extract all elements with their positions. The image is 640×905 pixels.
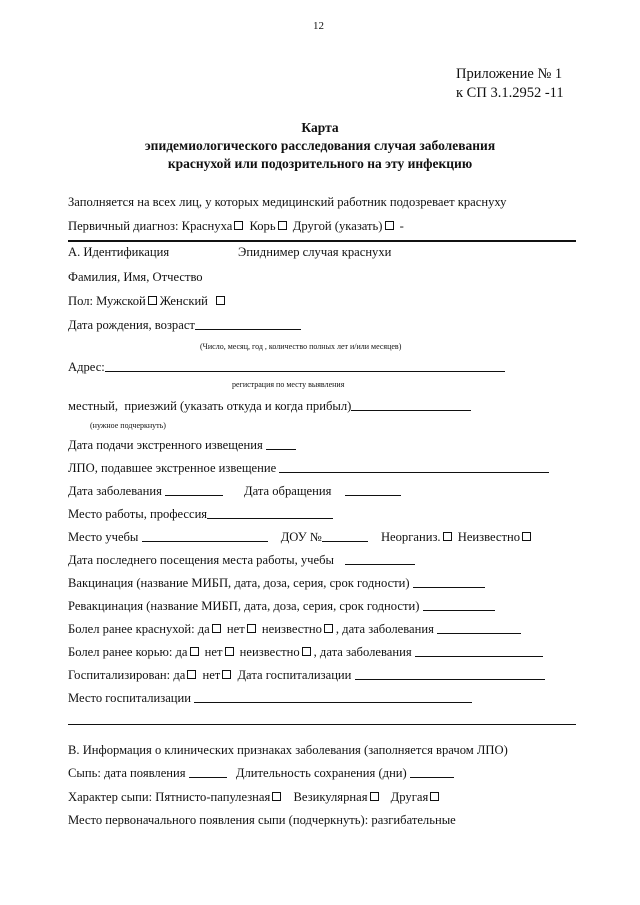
hosp-date-label: Дата госпитализации	[237, 668, 352, 682]
unknown-label: Неизвестно	[457, 530, 521, 544]
visit-date-row	[244, 484, 401, 499]
title-line-1: Карта	[301, 120, 339, 135]
sex-label: Пол:	[68, 294, 94, 308]
last-visit-label: Дата последнего посещения места работы, учебы	[68, 553, 334, 567]
birth-field[interactable]	[195, 318, 301, 330]
hosp-date-field[interactable]	[355, 668, 545, 680]
measles-ill-date-label: дата заболевания	[319, 645, 412, 659]
lpo-field[interactable]	[279, 461, 549, 473]
primary-diagnosis-row	[68, 219, 404, 234]
vesicular-checkbox[interactable]	[370, 792, 379, 801]
hosp-no: нет	[202, 668, 221, 682]
notice-date-field[interactable]	[266, 438, 296, 450]
rubella-unknown-checkbox[interactable]	[324, 624, 333, 633]
diagnosis-label: Первичный диагноз:	[68, 219, 179, 233]
section-a-title: А. Идентификация	[68, 245, 170, 259]
rubella-unknown: неизвестно	[261, 622, 322, 636]
hosp-yes-checkbox[interactable]	[187, 670, 196, 679]
hosp-place-label: Место госпитализации	[68, 691, 192, 705]
unorganized-label: Неорганиз.	[380, 530, 441, 544]
appendix-line-1: Приложение № 1	[456, 66, 563, 82]
revaccination-row	[68, 599, 495, 614]
local-label: местный,	[68, 399, 119, 413]
initial-place-label: Место первоначального появления сыпи (подчеркнуть):	[68, 813, 369, 827]
last-visit-row	[68, 553, 415, 568]
illness-date-row	[68, 484, 223, 499]
visit-date-label: Дата обращения	[244, 484, 332, 498]
visitor-field[interactable]	[351, 399, 471, 411]
vaccination-label: Вакцинация (название МИБП, дата, доза, серия, срок годности)	[68, 576, 410, 590]
measles-yes: да	[175, 645, 188, 659]
rubella-no: нет	[226, 622, 245, 636]
fio-label: Фамилия, Имя, Отчество	[68, 270, 203, 284]
measles-unknown-checkbox[interactable]	[302, 647, 311, 656]
study-label: Место учебы	[68, 530, 139, 544]
epid-number-label: Эпиднимер случая краснухи	[238, 245, 392, 259]
last-visit-field[interactable]	[345, 553, 415, 565]
revaccination-field[interactable]	[423, 599, 495, 611]
rubella-before-row: Болел ранее краснухой: да нет неизвестно , дата заболевания	[68, 622, 521, 637]
rubella-ill-date-label: дата заболевания	[342, 622, 434, 636]
initial-place-row	[68, 813, 456, 828]
appendix-line-2: к СП 3.1.2952 -11	[456, 85, 564, 101]
rash-row	[68, 766, 454, 781]
spotted-checkbox[interactable]	[272, 792, 281, 801]
study-field[interactable]	[142, 530, 268, 542]
measles-yes-checkbox[interactable]	[190, 647, 199, 656]
diagnosis-rubella: Краснуха	[181, 219, 233, 233]
rash-type-label: Характер сыпи:	[68, 790, 153, 804]
initial-place-value: разгибательные	[371, 813, 456, 827]
spotted-label: Пятнисто-папулезная	[155, 790, 271, 804]
diagnosis-measles: Корь	[249, 219, 276, 233]
other-diagnosis-checkbox[interactable]	[385, 221, 394, 230]
rash-duration-label: Длительность сохранения (дни)	[235, 766, 407, 780]
measles-no: нет	[204, 645, 223, 659]
underline-hint: (нужное подчеркнуть)	[90, 421, 166, 430]
female-checkbox[interactable]	[216, 296, 225, 305]
dou-field[interactable]	[322, 530, 368, 542]
hospitalized-label: Госпитализирован:	[68, 668, 171, 682]
rubella-before-label: Болел ранее краснухой:	[68, 622, 195, 636]
section-a-divider	[68, 240, 576, 242]
rash-date-label: Сыпь: дата появления	[68, 766, 186, 780]
vaccination-field[interactable]	[413, 576, 485, 588]
study-row	[68, 530, 534, 545]
birth-row	[68, 318, 301, 333]
measles-unknown: неизвестно	[239, 645, 300, 659]
section-a-end-line	[68, 724, 576, 725]
notice-date-label: Дата подачи экстренного извещения	[68, 438, 263, 452]
rubella-checkbox[interactable]	[234, 221, 243, 230]
hosp-place-row	[68, 691, 472, 706]
birth-label: Дата рождения, возраст	[68, 318, 195, 332]
dou-label: ДОУ №	[280, 530, 322, 544]
birth-hint: (Число, месяц, год , количество полных лет и/или месяцев)	[200, 342, 402, 351]
notice-date-row	[68, 438, 296, 453]
visit-date-field[interactable]	[345, 484, 401, 496]
diagnosis-other: Другой (указать)	[292, 219, 383, 233]
other-rash-checkbox[interactable]	[430, 792, 439, 801]
female-label: Женский	[159, 294, 208, 308]
unorganized-checkbox[interactable]	[443, 532, 452, 541]
measles-no-checkbox[interactable]	[225, 647, 234, 656]
unknown-checkbox[interactable]	[522, 532, 531, 541]
rubella-no-checkbox[interactable]	[247, 624, 256, 633]
section-b-title: В. Информация о клинических признаках заболевания (заполняется врачом ЛПО)	[68, 743, 508, 757]
title-line-2: эпидемиологического расследования случая заболевания	[144, 138, 496, 153]
visitor-detail: (указать откуда и когда прибыл)	[179, 399, 352, 413]
measles-checkbox[interactable]	[278, 221, 287, 230]
rash-type-row	[68, 790, 442, 805]
measles-before-label: Болел ранее корью:	[68, 645, 173, 659]
origin-row	[68, 399, 471, 414]
sex-row	[68, 294, 228, 309]
hosp-yes: да	[173, 668, 186, 682]
male-label: Мужской	[96, 294, 146, 308]
address-hint: регистрация по месту выявления	[232, 380, 345, 389]
address-row	[68, 360, 505, 375]
rubella-ill-date-field[interactable]	[437, 622, 521, 634]
rubella-yes-checkbox[interactable]	[212, 624, 221, 633]
vesicular-label: Везикулярная	[293, 790, 368, 804]
measles-before-row: Болел ранее корью: да нет неизвестно , дата заболевания	[68, 645, 543, 660]
work-label: Место работы, профессия	[68, 507, 208, 521]
rubella-yes: да	[197, 622, 210, 636]
lpo-row	[68, 461, 549, 476]
address-label: Адрес:	[68, 360, 105, 374]
visitor-label: приезжий	[124, 399, 177, 413]
revaccination-label: Ревакцинация (название МИБП, дата, доза, серия, срок годности)	[68, 599, 420, 613]
male-checkbox[interactable]	[148, 296, 157, 305]
other-rash-label: Другая	[390, 790, 429, 804]
intro-text: Заполняется на всех лиц, у которых медицинский работник подозревает краснуху	[68, 195, 507, 209]
hosp-no-checkbox[interactable]	[222, 670, 231, 679]
work-row	[68, 507, 333, 522]
illness-date-field[interactable]	[165, 484, 223, 496]
hosp-place-field[interactable]	[194, 691, 472, 703]
rash-duration-field[interactable]	[410, 766, 454, 778]
work-field[interactable]	[207, 507, 333, 519]
address-field[interactable]	[105, 360, 505, 372]
page-number: 12	[313, 20, 324, 32]
lpo-label: ЛПО, подавшее экстренное извещение	[68, 461, 277, 475]
rash-date-field[interactable]	[189, 766, 227, 778]
measles-ill-date-field[interactable]	[415, 645, 543, 657]
diagnosis-dash: -	[399, 219, 404, 233]
title-line-3: краснухой или подозрительного на эту инфекцию	[167, 156, 473, 171]
vaccination-row	[68, 576, 485, 591]
illness-date-label: Дата заболевания	[68, 484, 162, 498]
hospitalized-row	[68, 668, 545, 683]
